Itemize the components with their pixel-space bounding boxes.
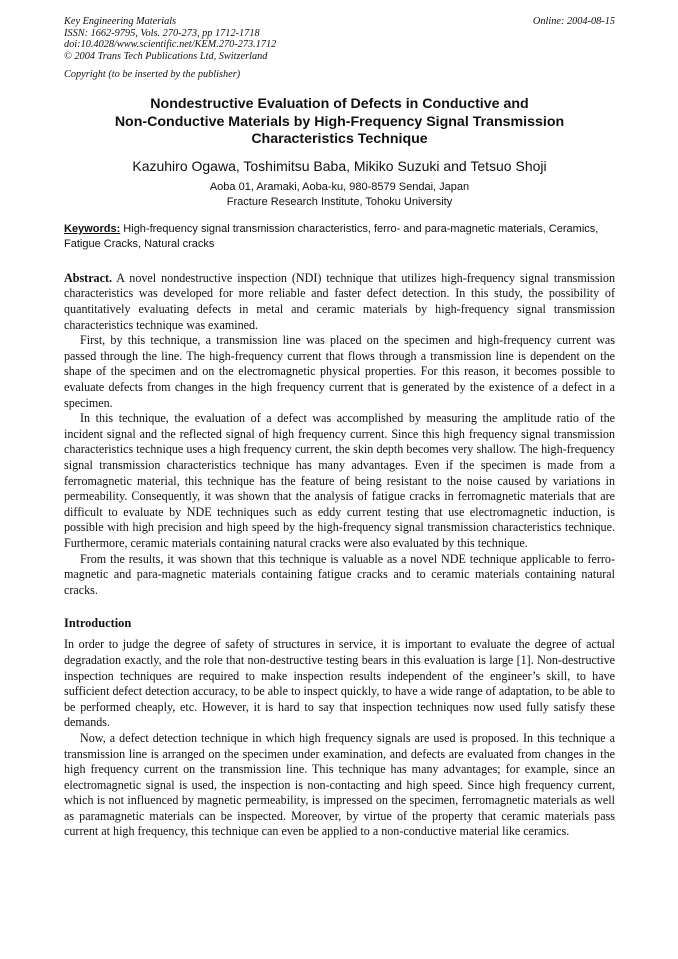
introduction-paragraph: In order to judge the degree of safety of structures in service, it is important to evaluate the degree of actual degradation exactly, and the role that non-destructive testing bears in this evaluation is large [1]. Non-destructive inspection techniques are required to make inspection results independent of the engineer’s skill, to have sufficient defect detection accuracy, to be able to inspect quickly, to have a wide range of adaptation, to be able to be performed cheaply, etc. However, it is hard to say that inspection techniques now used fully satisfy these demands. <box>64 637 615 730</box>
title-line: Non-Conductive Materials by High-Frequency Signal Transmission <box>114 113 565 130</box>
online-date: Online: 2004-08-15 <box>532 16 615 27</box>
introduction-body <box>64 637 615 840</box>
affiliation <box>64 180 615 210</box>
abstract-paragraph <box>64 271 615 333</box>
keywords <box>64 222 615 253</box>
journal-header <box>64 16 615 62</box>
keywords-text: High-frequency signal transmission characteristics, ferro- and para-magnetic materials, Ceramics, Fatigue Cracks, Natural cracks <box>64 222 599 251</box>
abstract-paragraph: In this technique, the evaluation of a defect was accomplished by measuring the amplitude ratio of the incident signal and the reflected signal of high frequency current. Since this high frequency signal transmission characteristics technique uses a high frequency current, the skin depth becomes very shallow. The high-frequency signal transmission characteristics technique has many advantages. Even if the specimen is made from a ferromagnetic material, this technique has the feature of being resistant to the noise caused by variations in permeability. Consequently, it was shown that the analysis of fatigue cracks in ferromagnetic materials that are difficult to evaluate by NDE techniques such as eddy current testing that use electromagnetic induction, is possible with high precision and high speed by the high-frequency signal transmission characteristics technique. Furthermore, ceramic materials containing natural cracks were also evaluated by this technique. <box>64 411 615 550</box>
paper-page <box>64 16 615 840</box>
copyright-note: Copyright (to be inserted by the publisher) <box>64 69 241 81</box>
title-line: Nondestructive Evaluation of Defects in Conductive and <box>150 96 529 113</box>
abstract-text: A novel nondestructive inspection (NDI) technique that utilizes high-frequency signal transmission characteristics was developed for more reliable and faster defect detection. In this study, the possibility of quantitatively evaluating defects in metal and ceramic materials by high-frequency signal transmission characteristics technique was examined. <box>64 270 615 332</box>
affiliation-address: Aoba 01, Aramaki, Aoba-ku, 980-8579 Sendai, Japan <box>209 180 470 193</box>
introduction-paragraph: Now, a defect detection technique in which high frequency signals are used is proposed. In this technique a transmission line is arranged on the specimen under examination, and defects are evaluated from changes in the high frequency current on the transmission line. This technique has many advantages; for example, since an electromagnetic signal is used, the inspection is non-contacting and high speed. Since high frequency current, which is not influenced by magnetic permeability, is impressed on the specimen, ferromagnetic materials as well as paramagnetic materials can be inspected. Moreover, by virtue of the property that ceramic materials pass current at high frequency, this technique can even be applied to a non-conductive material like ceramics. <box>64 730 615 839</box>
abstract-paragraph: First, by this technique, a transmission line was placed on the specimen and high-frequency current was passed through the line. The high-frequency current that flows through a transmission line is dependent on the shape of the specimen and on the electromagnetic physical properties. For this reason, it becomes possible to evaluate defects from changes in the high frequency current that is generated by the existence of a defect in a specimen. <box>64 333 615 410</box>
abstract-paragraph: From the results, it was shown that this technique is valuable as a novel NDE technique applicable to ferro-magnetic and para-magnetic materials containing fatigue cracks and to ceramic materials containing natural cracks. <box>64 551 615 597</box>
journal-name: Key Engineering Materials <box>64 16 177 27</box>
paper-title <box>64 96 615 149</box>
title-line: Characteristics Technique <box>251 131 428 148</box>
abstract-label: Abstract. <box>64 270 113 285</box>
author-list: Kazuhiro Ogawa, Toshimitsu Baba, Mikiko Suzuki and Tetsuo Shoji <box>132 157 547 174</box>
introduction-heading: Introduction <box>64 616 132 631</box>
affiliation-institute: Fracture Research Institute, Tohoku University <box>226 195 453 208</box>
issn-line: ISSN: 1662-9795, Vols. 270-273, pp 1712-1718 <box>64 27 260 39</box>
keywords-label: Keywords: <box>64 222 121 235</box>
abstract <box>64 271 615 598</box>
publisher-line: © 2004 Trans Tech Publications Ltd, Switzerland <box>64 50 268 62</box>
doi-line: doi:10.4028/www.scientific.net/KEM.270-273.1712 <box>64 39 277 51</box>
